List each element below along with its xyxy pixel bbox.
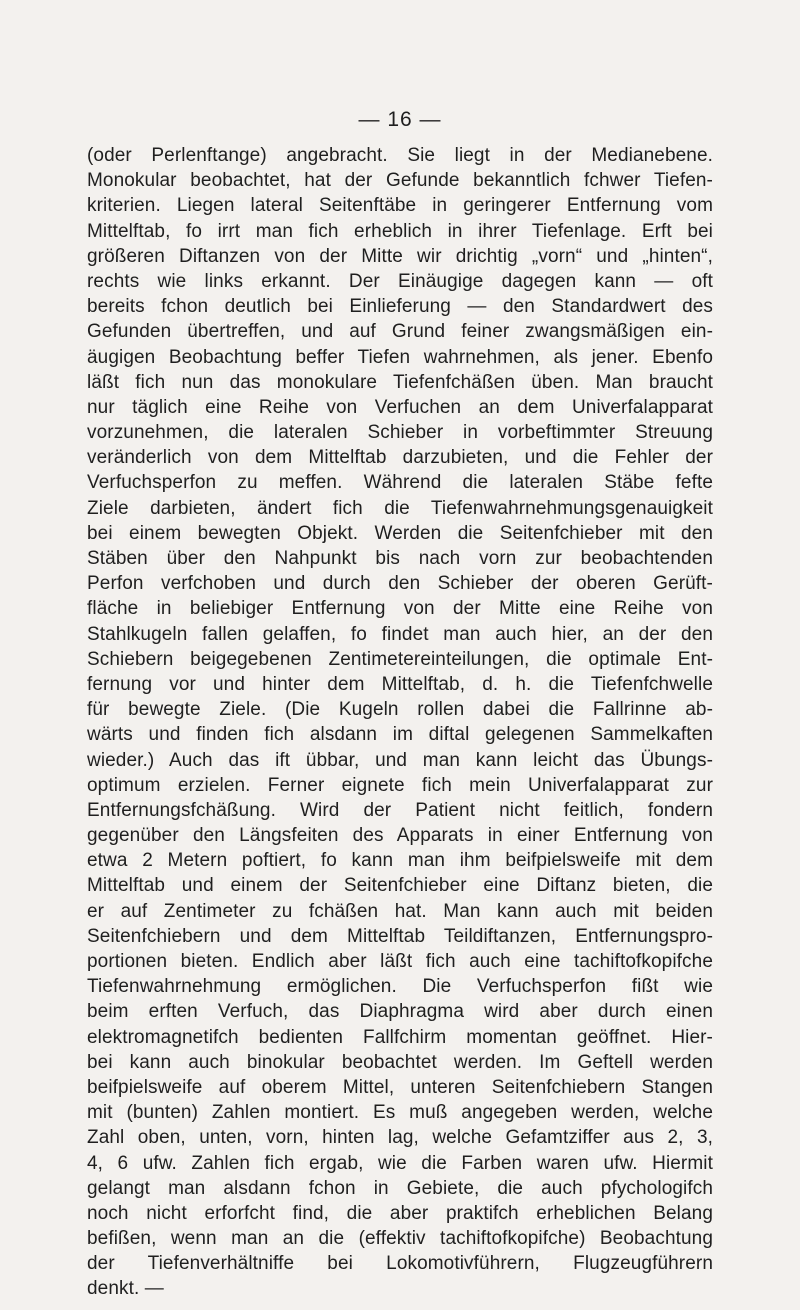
text-line: Gefunden übertreffen, und auf Grund feiner zwangsmäßigen ein- (87, 321, 713, 343)
text-line: Mittelftab und einem der Seitenfchieber eine Diftanz bieten, die (87, 875, 713, 897)
text-line: fläche in beliebiger Entfernung von der Mitte eine Reihe von (87, 598, 713, 620)
text-line: Perfon verfchoben und durch den Schieber der oberen Gerüft- (87, 573, 713, 595)
text-line: bereits fchon deutlich bei Einlieferung — den Standardwert des (87, 296, 713, 318)
text-line: veränderlich von dem Mittelftab darzubieten, und die Fehler der (87, 447, 713, 469)
text-line: optimum erzielen. Ferner eignete fich mein Univerfalapparat zur (87, 774, 713, 796)
text-line: etwa 2 Metern poftiert, fo kann man ihm beifpielsweife mit dem (87, 850, 713, 872)
text-line: fernung vor und hinter dem Mittelftab, d. h. die Tiefenfchwelle (87, 673, 713, 695)
text-line: Zahl oben, unten, vorn, hinten lag, welche Gefamtziffer aus 2, 3, (87, 1127, 713, 1149)
page-number: — 16 — (358, 108, 442, 131)
body-text (87, 143, 713, 1302)
text-line: er auf Zentimeter zu fchäßen hat. Man kann auch mit beiden (87, 900, 713, 922)
text-line: vorzunehmen, die lateralen Schieber in vorbeftimmter Streuung (87, 422, 713, 444)
text-line: elektromagnetifch bedienten Fallfchirm momentan geöffnet. Hier- (87, 1026, 713, 1048)
text-line: größeren Diftanzen von der Mitte wir drichtig „vorn“ und „hinten“, (87, 245, 713, 267)
text-line: Mittelftab, fo irrt man fich erheblich in ihrer Tiefenlage. Erft bei (87, 220, 713, 242)
text-line: Ziele darbieten, ändert fich die Tiefenwahrnehmungsgenauigkeit (87, 497, 713, 519)
text-line: Entfernungsfchäßung. Wird der Patient nicht feitlich, fondern (87, 799, 713, 821)
text-line: rechts wie links erkannt. Der Einäugige dagegen kann — oft (87, 270, 713, 292)
text-line: beifpielsweife auf oberem Mittel, unteren Seitenfchiebern Stangen (87, 1076, 713, 1098)
text-line: wärts und finden fich alsdann im diftal gelegenen Sammelkaften (87, 724, 713, 746)
text-line: denkt. — (87, 1278, 164, 1300)
text-line: äugigen Beobachtung beffer Tiefen wahrnehmen, als jener. Ebenfo (87, 346, 713, 368)
text-line: mit (bunten) Zahlen montiert. Es muß angegeben werden, welche (87, 1102, 713, 1124)
text-line: noch nicht erforfcht find, die aber praktifch erheblichen Belang (87, 1202, 713, 1224)
text-line: Schiebern beigegebenen Zentimetereinteilungen, die optimale Ent- (87, 648, 713, 670)
text-line: (oder Perlenftange) angebracht. Sie liegt in der Medianebene. (87, 145, 713, 166)
text-line: Stahlkugeln fallen gelaffen, fo findet man auch hier, an der den (87, 623, 713, 645)
text-line: Seitenfchiebern und dem Mittelftab Teildiftanzen, Entfernungspro- (87, 925, 713, 947)
text-line: der Tiefenverhältniffe bei Lokomotivführern, Flugzeugführern (87, 1253, 713, 1275)
text-line: bei kann auch binokular beobachtet werden. Im Geftell werden (87, 1051, 713, 1073)
text-line: für bewegte Ziele. (Die Kugeln rollen dabei die Fallrinne ab- (87, 699, 713, 721)
text-line: kriterien. Liegen lateral Seitenftäbe in geringerer Entfernung vom (87, 195, 713, 217)
text-line: wieder.) Auch das ift übbar, und man kann leicht das Übungs- (87, 749, 713, 771)
text-line: 4, 6 ufw. Zahlen fich ergab, wie die Farben waren ufw. Hiermit (87, 1152, 713, 1174)
text-line: Tiefenwahrnehmung ermöglichen. Die Verfuchsperfon fißt wie (87, 976, 713, 998)
text-line: läßt fich nun das monokulare Tiefenfchäßen üben. Man braucht (87, 371, 713, 393)
text-line: Monokular beobachtet, hat der Gefunde bekanntlich fchwer Tiefen- (87, 170, 713, 192)
text-line: Verfuchsperfon zu meffen. Während die lateralen Stäbe fefte (87, 472, 713, 494)
text-line: gelangt man alsdann fchon in Gebiete, die auch pfychologifch (87, 1177, 713, 1199)
text-line: nur täglich eine Reihe von Verfuchen an dem Univerfalapparat (87, 396, 713, 418)
text-line: beim erften Verfuch, das Diaphragma wird aber durch einen (87, 1001, 713, 1023)
text-line: gegenüber den Längsfeiten des Apparats in einer Entfernung von (87, 825, 713, 847)
text-line: Stäben über den Nahpunkt bis nach vorn zur beobachtenden (87, 548, 713, 569)
text-line: befißen, wenn man an die (effektiv tachiftofkopifche) Beobachtung (87, 1228, 713, 1250)
text-line: portionen bieten. Endlich aber läßt fich auch eine tachiftofkopifche (87, 951, 713, 972)
text-line: bei einem bewegten Objekt. Werden die Seitenfchieber mit den (87, 522, 713, 544)
